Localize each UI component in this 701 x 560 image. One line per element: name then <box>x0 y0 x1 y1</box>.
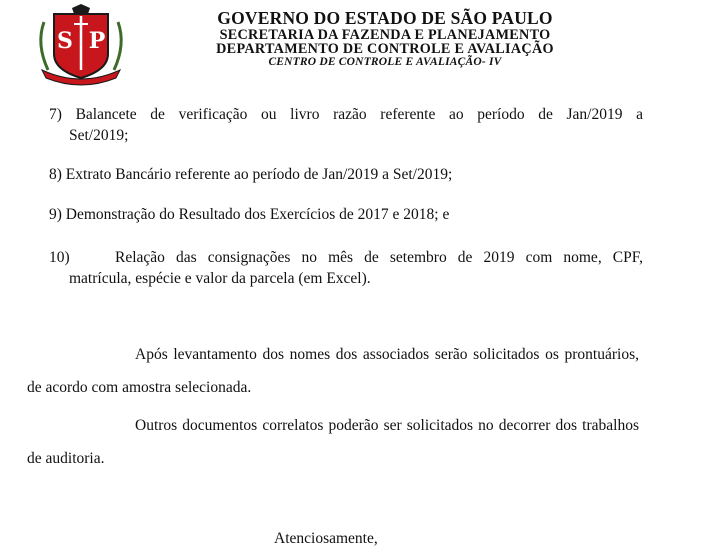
item-text: Relação das consignações no mês de setembro de 2019 com nome, CPF, <box>115 249 643 266</box>
list-item-7 <box>49 104 643 146</box>
paragraph-text: Após levantamento dos nomes dos associados serão solicitados os prontuários, de acordo com amostra selecionada. <box>27 346 639 396</box>
item-number: 8) <box>49 166 62 183</box>
header-department: DEPARTAMENTO DE CONTROLE E AVALIAÇÃO <box>216 41 554 58</box>
paragraph-other-documents <box>27 409 639 475</box>
item-text: Balancete de verificação ou livro razão referente ao período de Jan/2019 a <box>75 106 643 123</box>
item-number: 10) <box>49 249 70 266</box>
list-item-10 <box>49 247 643 289</box>
paragraph-associates <box>27 338 639 404</box>
item-number: 9) <box>49 206 62 223</box>
item-text-continuation: Set/2019; <box>69 127 129 144</box>
letterhead <box>180 10 590 69</box>
item-text-continuation: matrícula, espécie e valor da parcela (em Excel). <box>69 270 371 287</box>
header-center: CENTRO DE CONTROLE E AVALIAÇÃO- IV <box>268 55 502 68</box>
item-number: 7) <box>49 106 62 123</box>
header-secretariat: SECRETARIA DA FAZENDA E PLANEJAMENTO <box>219 26 551 43</box>
svg-text:S: S <box>57 28 73 54</box>
sao-paulo-coat-of-arms-icon <box>34 4 128 86</box>
paragraph-text: Outros documentos correlatos poderão ser solicitados no decorrer dos trabalhos de auditoria. <box>27 417 639 467</box>
closing-salutation: Atenciosamente, <box>274 530 378 547</box>
item-text: Extrato Bancário referente ao período de Jan/2019 a Set/2019; <box>65 166 453 183</box>
svg-text:P: P <box>88 28 106 54</box>
list-item-8 <box>49 164 643 185</box>
list-item-9 <box>49 204 643 225</box>
header-government: GOVERNO DO ESTADO DE SÃO PAULO <box>217 8 553 28</box>
item-text: Demonstração do Resultado dos Exercícios de 2017 e 2018; e <box>65 206 450 223</box>
